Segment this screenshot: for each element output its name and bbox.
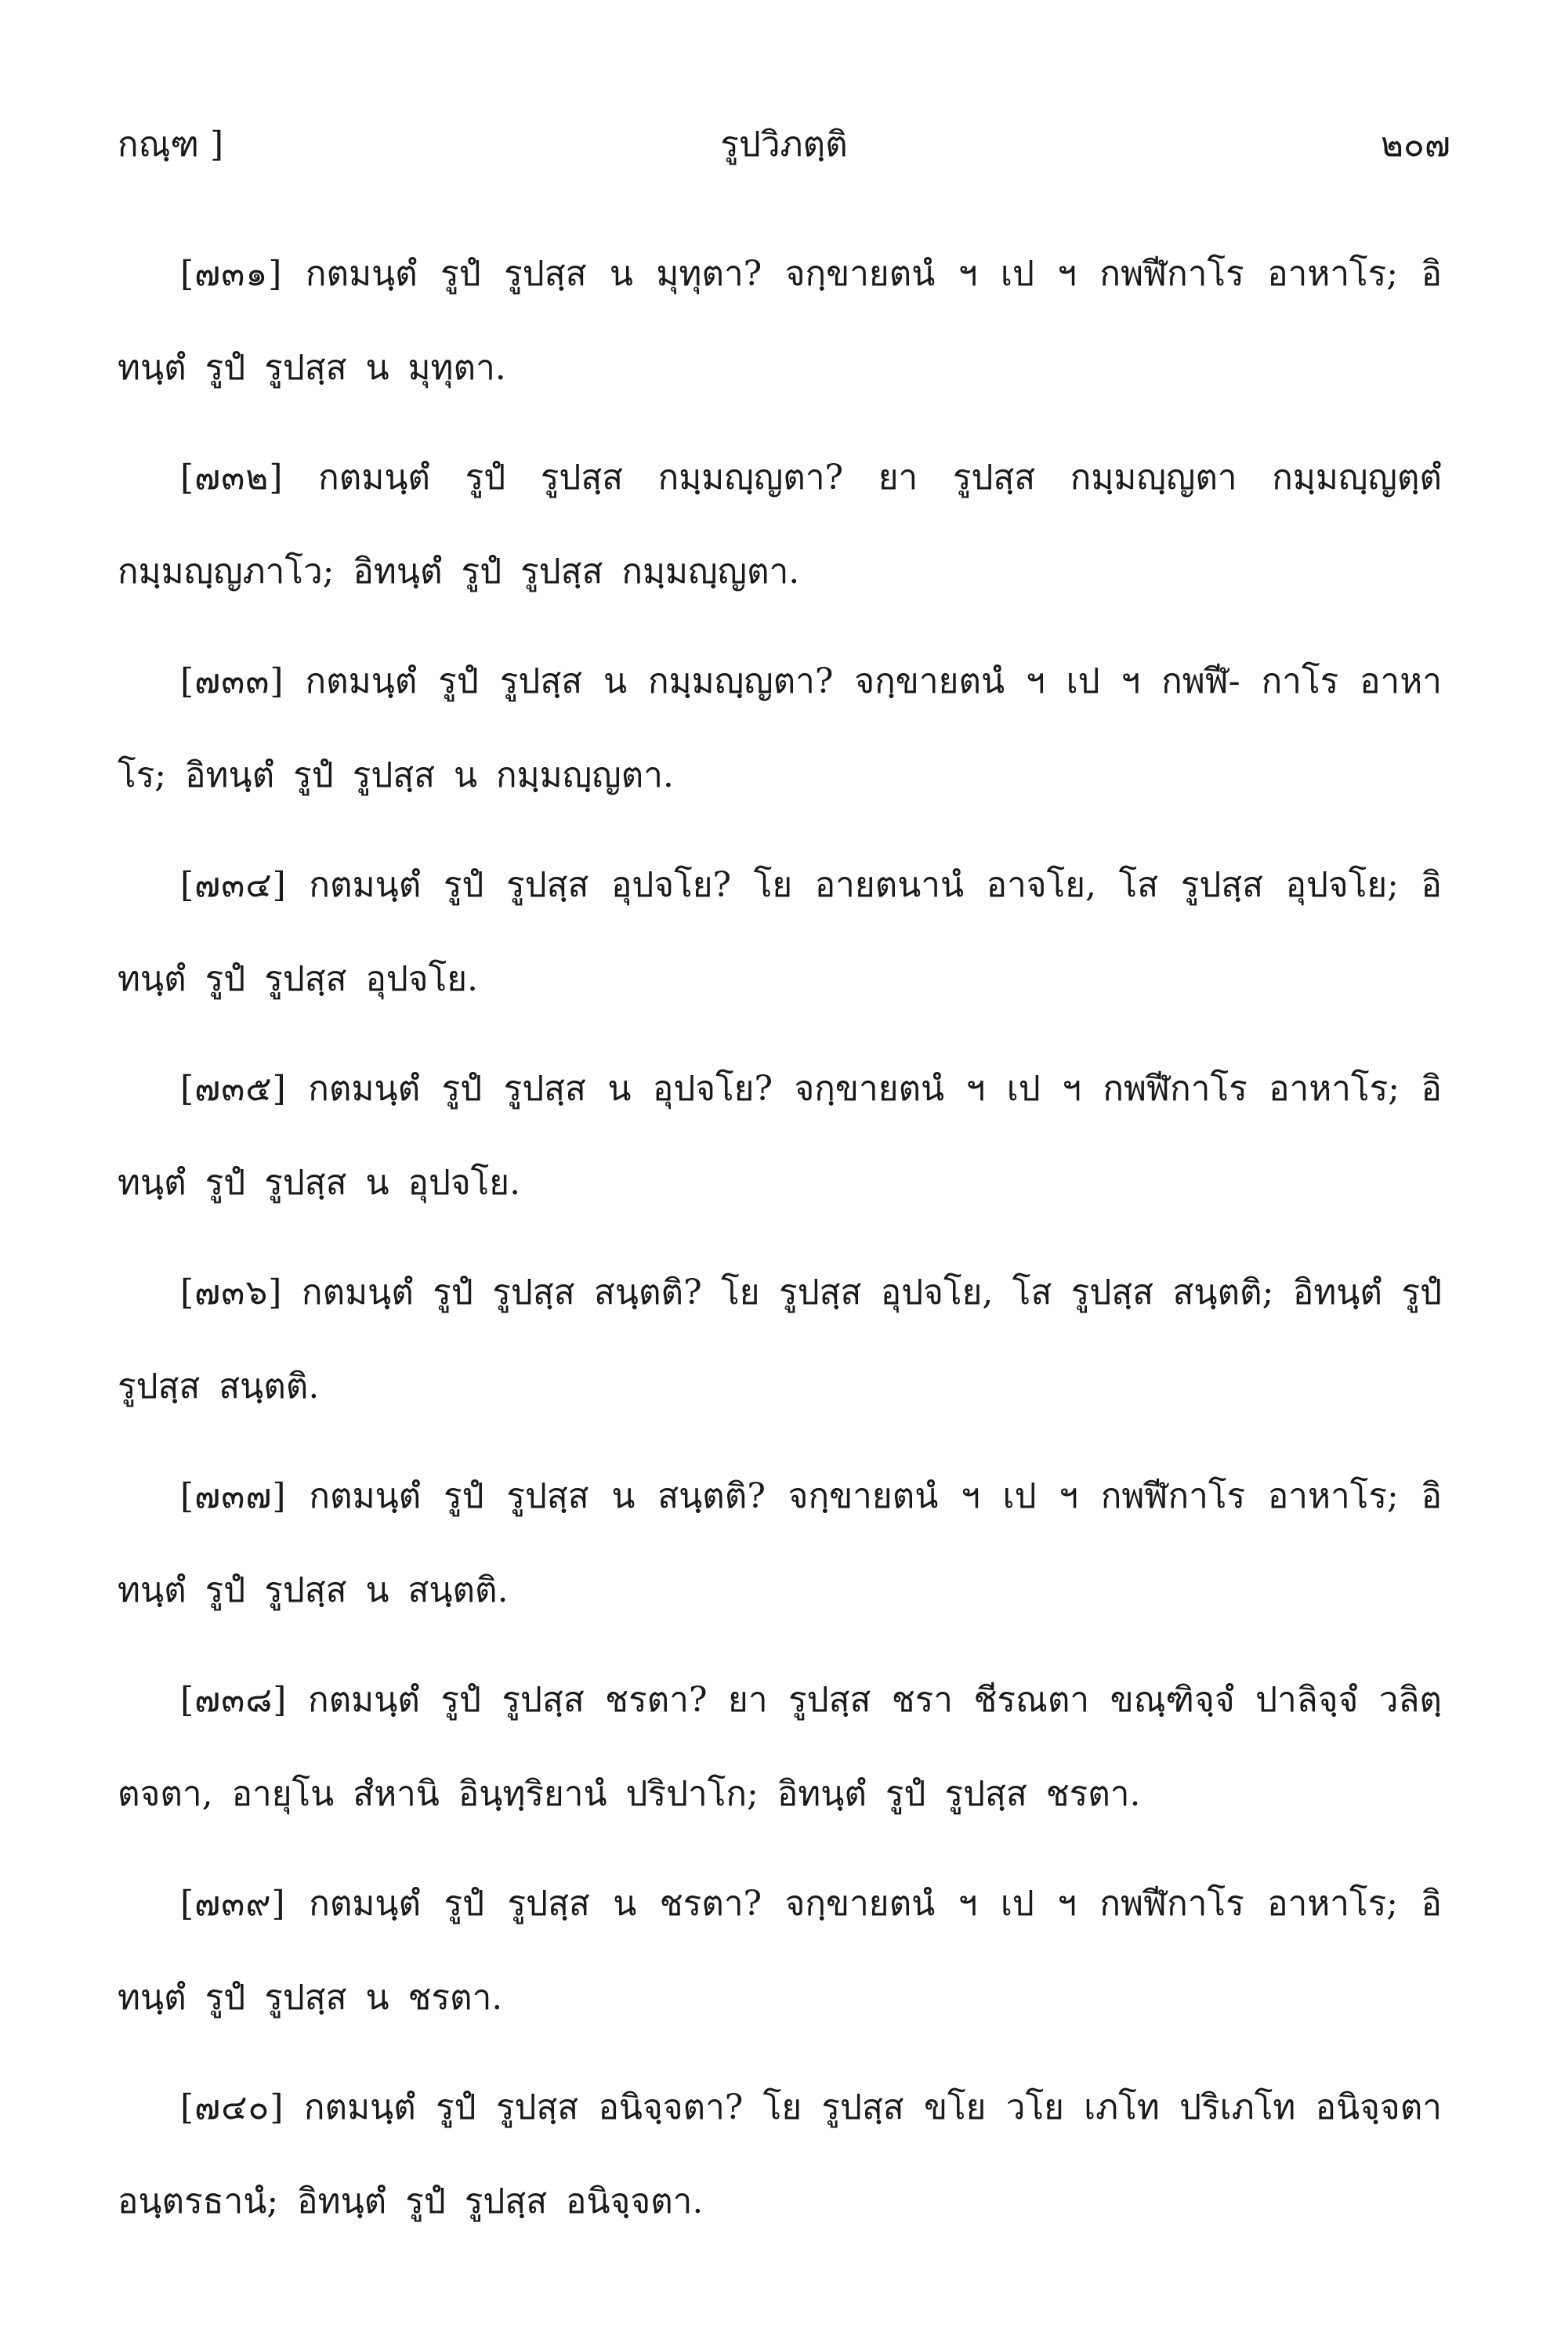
paragraph-text: กตมนฺตํ รูปํ รูปสฺส น ชรตา? จกฺขายตนํ ฯ เป ฯ กพฬีกาโร อาหาโร; อิทนฺตํ รูปํ รูปสฺส น ชรตา. [118,1884,1442,2018]
paragraph-number: [๗๔๐] [180,2087,284,2127]
paragraph-number: [๗๓๔] [180,865,287,905]
header-section-label: กณฺฑ ] [118,125,224,165]
paragraph-text: กตมนฺตํ รูปํ รูปสฺส สนฺตติ? โย รูปสฺส อุปจโย, โส รูปสฺส สนฺตติ; อิทนฺตํ รูปํ รูปสฺส สนฺตติ. [118,1273,1443,1407]
paragraph-number: [๗๓๒] [180,458,284,498]
paragraph-text: กตมนฺตํ รูปํ รูปสฺส น สนฺตติ? จกฺขายตนํ ฯ เป ฯ กพฬีกาโร อาหาโร; อิทนฺตํ รูปํ รูปสฺส น สนฺตติ. [118,1476,1442,1610]
page-number: ๒๐๗ [1381,125,1450,165]
paragraph-735 [118,1042,1442,1230]
running-header [118,118,1450,172]
paragraph-736 [118,1246,1442,1434]
paragraph-number: [๗๓๖] [180,1273,283,1312]
paragraph-text: กตมนฺตํ รูปํ รูปสฺส อนิจฺจตา? โย รูปสฺส ขโย วโย เภโท ปริเภโท อนิจฺจตา อนฺตรธานํ; อิทนฺตํ รูปํ รูปสฺส อนิจฺจตา. [118,2087,1442,2221]
paragraph-738 [118,1653,1442,1841]
paragraph-740 [118,2061,1442,2249]
paragraph-text: กตมนฺตํ รูปํ รูปสฺส กมฺมญฺญตา? ยา รูปสฺส กมฺมญฺญตา กมฺมญฺญตฺตํ กมฺมญฺญภาโว; อิทนฺตํ รูปํ รูปสฺส กมฺมญฺญตา. [118,458,1442,592]
paragraph-731 [118,227,1442,415]
paragraph-number: [๗๓๘] [180,1680,288,1720]
paragraph-732 [118,431,1442,619]
header-title: รูปวิภตฺติ [720,125,848,165]
paragraph-number: [๗๓๕] [180,1069,287,1109]
paragraph-number: [๗๓๓] [180,661,284,701]
paragraph-734 [118,838,1442,1026]
paragraph-text: กตมนฺตํ รูปํ รูปสฺส น อุปจโย? จกฺขายตนํ ฯ เป ฯ กพฬีกาโร อาหาโร; อิทนฺตํ รูปํ รูปสฺส น อุปจโย. [118,1069,1442,1203]
paragraph-text: กตมนฺตํ รูปํ รูปสฺส น มุทุตา? จกฺขายตนํ ฯ เป ฯ กพฬีกาโร อาหาโร; อิทนฺตํ รูปํ รูปสฺส น มุทุตา. [118,254,1442,388]
paragraph-text: กตมนฺตํ รูปํ รูปสฺส ชรตา? ยา รูปสฺส ชรา ชีรณตา ขณฺฑิจฺจํ ปาลิจฺจํ วลิตฺตจตา, อายุโน สํหานิ อินฺทฺริยานํ ปริปาโก; อิทนฺตํ รูปํ รูปสฺส ชรตา. [118,1680,1443,1814]
paragraph-739 [118,1857,1442,2045]
paragraph-text: กตมนฺตํ รูปํ รูปสฺส น กมฺมญฺญตา? จกฺขายตนํ ฯ เป ฯ กพฬี- กาโร อาหาโร; อิทนฺตํ รูปํ รูปสฺส น กมฺมญฺญตา. [118,661,1442,795]
paragraph-number: [๗๓๙] [180,1884,286,1924]
document-body [118,227,1442,2265]
paragraph-737 [118,1450,1442,1638]
paragraph-number: [๗๓๑] [180,254,283,294]
paragraph-733 [118,635,1442,823]
paragraph-text: กตมนฺตํ รูปํ รูปสฺส อุปจโย? โย อายตนานํ อาจโย, โส รูปสฺส อุปจโย; อิทนฺตํ รูปํ รูปสฺส อุปจโย. [118,865,1442,999]
paragraph-number: [๗๓๗] [180,1476,287,1516]
